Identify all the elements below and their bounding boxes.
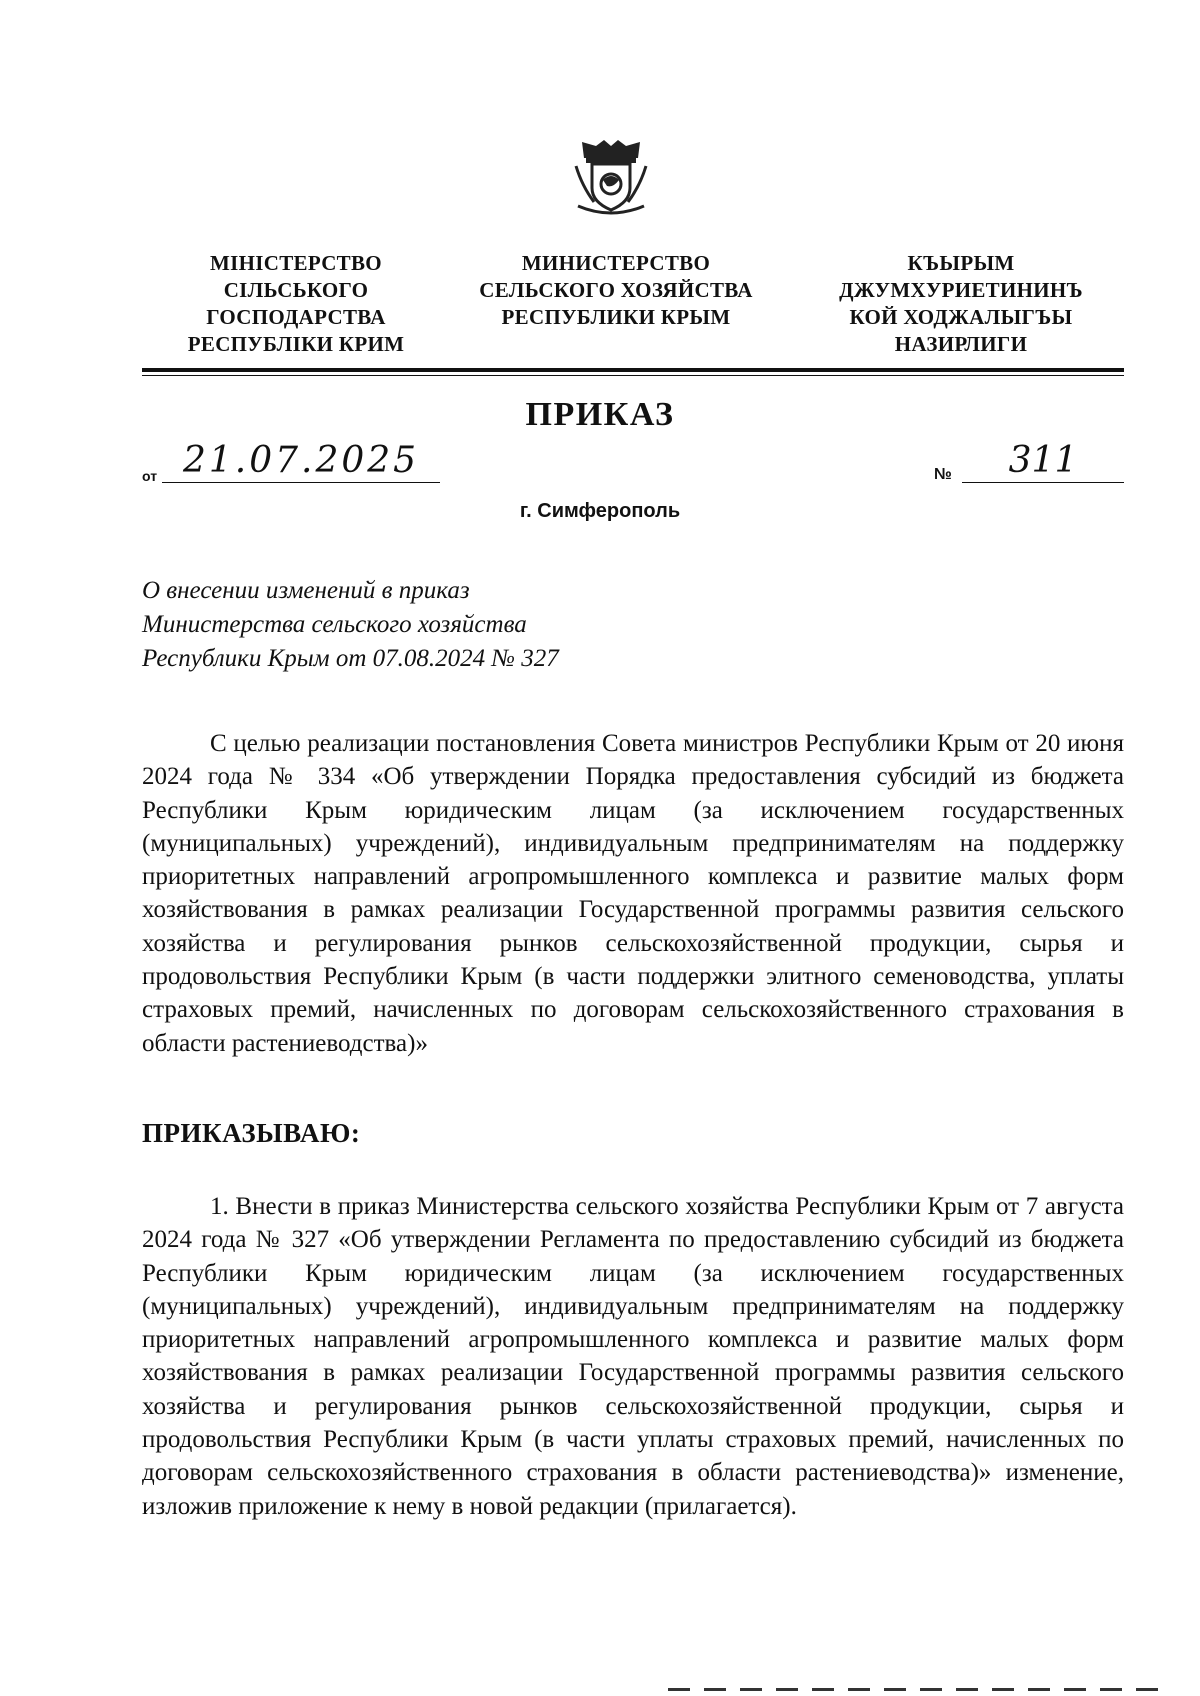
document-type-title: ПРИКАЗ [525, 396, 675, 433]
order-item-1: 1. Внести в приказ Министерства сельского хозяйства Республики Крым от 7 августа 2024 года № 327 «Об утверждении Регламента по предоставлению субсидий из бюджета Республики Крым юридическим лицам (за исключением государственных (муниципальных) учреждений), индивидуальным предпринимателям на поддержку приоритетных направлений агропромышленного комплекса и развитие малых форм хозяйствования в рамках реализации Государственной программы развития сельского хозяйства и регулирования рынков сельскохозяйственной продукции, сырья и продовольствия Республики Крым (в части уплаты страховых премий, начисленных по договорам сельскохозяйственного страхования в области растениеводства)» изменение, изложив приложение к нему в новой редакции (прилагается). [142, 1193, 1124, 1520]
city-name: г. Симферополь [519, 500, 681, 522]
ministry-name-ukrainian: МІНІСТЕРСТВО СІЛЬСЬКОГО ГОСПОДАРСТВА РЕСПУБЛІКИ КРИМ [187, 251, 405, 356]
number-prefix: № [934, 466, 952, 483]
document-subject: О внесении изменений в приказ Министерства сельского хозяйства Республики Крым от 07.08.2024 № 327 [142, 577, 559, 672]
crimea-coat-of-arms-icon [572, 136, 650, 216]
document-date: 21.07.2025 [162, 440, 440, 483]
header-divider-thick [142, 368, 1124, 372]
date-prefix: от [142, 468, 158, 484]
ministry-name-crimean-tatar: КЪЫРЫМ ДЖУМХУРИЕТИНИНЪ КОЙ ХОДЖАЛЫГЪЫ НАЗИРЛИГИ [839, 251, 1083, 356]
order-word-heading: ПРИКАЗЫВАЮ: [142, 1118, 361, 1148]
ministry-name-russian: МИНИСТЕРСТВО СЕЛЬСКОГО ХОЗЯЙСТВА РЕСПУБЛИКИ КРЫМ [479, 251, 753, 329]
header-divider-thin [142, 375, 1124, 376]
document-number: 311 [962, 440, 1124, 483]
preamble-paragraph: С целью реализации постановления Совета министров Республики Крым от 20 июня 2024 года № 334 «Об утверждении Порядка предоставления субсидий из бюджета Республики Крым юридическим лицам (за исключением государственных (муниципальных) учреждений), индивидуальным предпринимателям на поддержку приоритетных направлений агропромышленного комплекса и развитие малых форм хозяйствования в рамках реализации Государственной программы развития сельского хозяйства и регулирования рынков сельскохозяйственной продукции, сырья и продовольствия Республики Крым (в части поддержки элитного семеноводства, уплаты страховых премий, начисленных по договорам сельскохозяйственного страхования в области растениеводства)» [142, 730, 1124, 1057]
page-bottom-marks [668, 1688, 1168, 1691]
